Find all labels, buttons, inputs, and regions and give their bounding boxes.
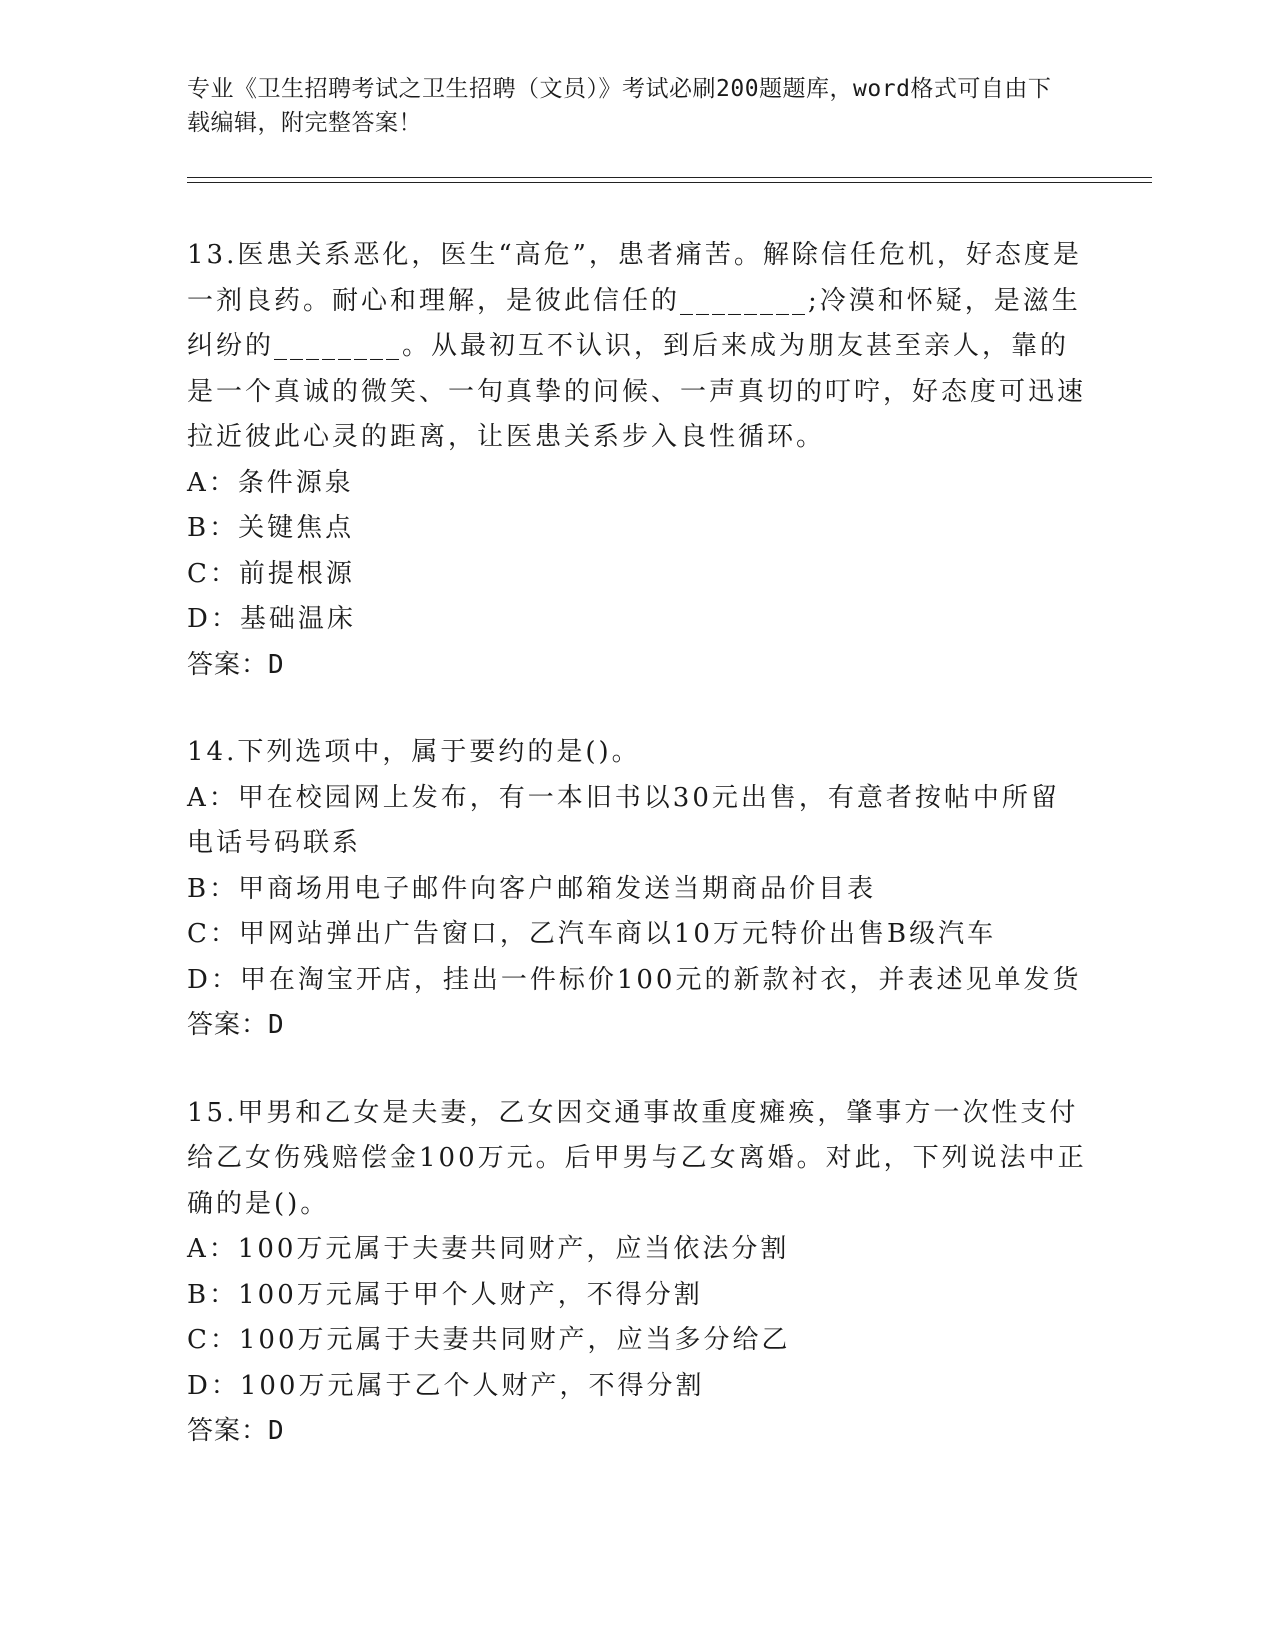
option-b: B：100万元属于甲个人财产，不得分割 [187, 1279, 703, 1310]
header-rule-bottom [187, 182, 1152, 183]
option-d: D：甲在淘宝开店，挂出一件标价100元的新款衬衣，并表述见单发货 [187, 964, 1082, 995]
question-list [187, 233, 1087, 1455]
option-c: C：100万元属于夫妻共同财产，应当多分给乙 [187, 1325, 791, 1355]
question-stem: 15.甲男和乙女是夫妻，乙女因交通事故重度瘫痪，肇事方一次性支付给乙女伤残赔偿金100万元。后甲男与乙女离婚。对此，下列说法中正确的是()。 [187, 1097, 1087, 1219]
option-a: A：100万元属于夫妻共同财产，应当依法分割 [187, 1234, 790, 1264]
option-a: A：甲在校园网上发布，有一本旧书以30元出售，有意者按帖中所留电话号码联系 [187, 782, 1060, 858]
document-header: 专业《卫生招聘考试之卫生招聘（文员）》考试必刷200题题库，word格式可自由下载编辑，附完整答案！ [187, 76, 1052, 136]
question-15 [187, 1091, 1087, 1455]
answer-line: 答案：D [187, 1416, 285, 1446]
option-b: B：甲商场用电子邮件向客户邮箱发送当期商品价目表 [187, 873, 877, 904]
option-d: D：基础温床 [187, 604, 356, 634]
question-13 [187, 233, 1087, 688]
option-c: C：前提根源 [187, 558, 355, 589]
answer-line: 答案：D [187, 649, 285, 680]
option-a: A：条件源泉 [187, 467, 354, 498]
answer-line: 答案：D [187, 1010, 285, 1040]
option-b: B：关键焦点 [187, 513, 355, 543]
question-stem: 13.医患关系恶化，医生“高危”，患者痛苦。解除信任危机，好态度是一剂良药。耐心和理解，是彼此信任的________;冷漠和怀疑，是滋生纠纷的________。从最初互不认识，到后来成为朋友甚至亲人，靠的是一个真诚的微笑、一句真挚的问候、一声真切的叮咛，好态度可迅速拉近彼此心灵的距离，让医患关系步入良性循环。 [187, 240, 1087, 452]
option-c: C：甲网站弹出广告窗口，乙汽车商以10万元特价出售B级汽车 [187, 919, 997, 949]
option-d: D：100万元属于乙个人财产，不得分割 [187, 1370, 705, 1401]
question-14 [187, 730, 1087, 1049]
question-stem: 14.下列选项中，属于要约的是()。 [187, 737, 641, 767]
header-rule-top [187, 177, 1152, 178]
